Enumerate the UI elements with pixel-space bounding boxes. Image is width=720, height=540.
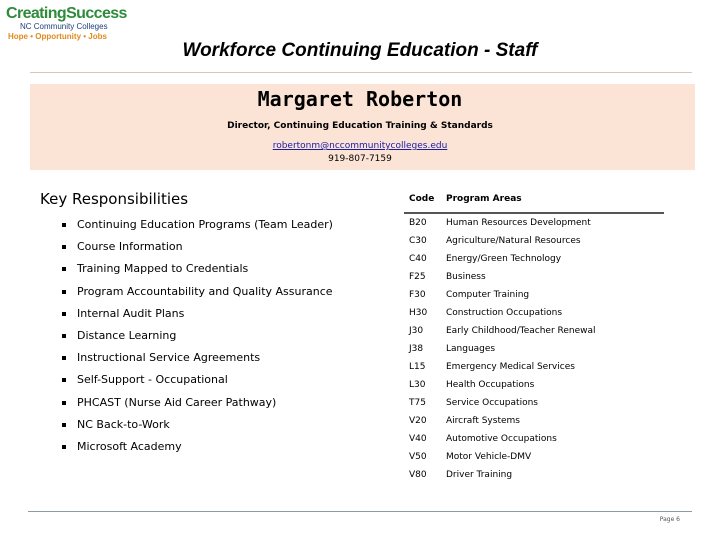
program-area: Motor Vehicle-DMV [446,452,532,462]
program-area: Automotive Occupations [446,434,557,444]
table-body [404,214,664,484]
program-code: V20 [409,416,427,426]
program-area: Early Childhood/Teacher Renewal [446,326,596,336]
table-row [404,322,664,340]
program-area: Business [446,272,486,282]
table-row [404,358,664,376]
table-row [404,286,664,304]
creating-success-logo [6,5,126,43]
list-item: Microsoft Academy [62,436,362,458]
table-row [404,430,664,448]
program-code: L30 [409,380,426,390]
page-number: Page 6 [659,516,680,523]
program-code: C30 [409,236,427,246]
logo-subtitle: NC Community Colleges [20,22,108,31]
table-row [404,214,664,232]
table-row [404,448,664,466]
program-code: C40 [409,254,427,264]
program-code: J30 [409,326,424,336]
program-code: F30 [409,290,426,300]
program-code: J38 [409,344,424,354]
header-code: Code [409,194,435,204]
list-item: Program Accountability and Quality Assurance [62,281,362,303]
table-row [404,412,664,430]
table-row [404,232,664,250]
list-item: Course Information [62,236,362,258]
table-row [404,304,664,322]
list-item: Self-Support - Occupational [62,369,362,391]
program-area: Construction Occupations [446,308,563,318]
program-area: Energy/Green Technology [446,254,562,264]
program-code: L15 [409,362,426,372]
list-item: Training Mapped to Credentials [62,258,362,280]
list-item: NC Back-to-Work [62,414,362,436]
table-row [404,376,664,394]
program-area: Aircraft Systems [446,416,520,426]
list-item: Internal Audit Plans [62,303,362,325]
table-header-row [404,186,664,214]
list-item: Instructional Service Agreements [62,347,362,369]
footer-divider [28,511,692,512]
program-area: Health Occupations [446,380,535,390]
list-item: Continuing Education Programs (Team Leader) [62,214,362,236]
header-program-areas: Program Areas [446,194,522,204]
table-row [404,268,664,286]
responsibilities-list [62,214,362,458]
staff-phone: 919-807-7159 [328,154,392,164]
program-area: Driver Training [446,470,513,480]
program-area: Languages [446,344,496,354]
program-code: V80 [409,470,427,480]
program-areas-table [404,186,664,484]
program-area: Emergency Medical Services [446,362,575,372]
program-code: B20 [409,218,427,228]
logo-wordmark: CreatingSuccess [6,5,127,22]
table-row [404,250,664,268]
key-responsibilities-heading: Key Responsibilities [40,190,189,208]
program-code: T75 [409,398,426,408]
list-item: Distance Learning [62,325,362,347]
staff-email-link[interactable]: robertonm@nccommunitycolleges.edu [272,141,448,151]
table-row [404,466,664,484]
program-area: Agriculture/Natural Resources [446,236,581,246]
program-code: H30 [409,308,428,318]
page-title: Workforce Continuing Education - Staff [182,40,538,61]
program-area: Computer Training [446,290,530,300]
list-item: PHCAST (Nurse Aid Career Pathway) [62,392,362,414]
table-row [404,394,664,412]
logo-tagline: Hope • Opportunity • Jobs [8,32,107,41]
title-divider [30,72,692,73]
staff-role: Director, Continuing Education Training & Standards [227,121,493,131]
program-code: F25 [409,272,426,282]
program-area: Service Occupations [446,398,538,408]
program-code: V50 [409,452,427,462]
program-code: V40 [409,434,427,444]
table-row [404,340,664,358]
staff-name: Margaret Roberton [257,87,463,111]
program-area: Human Resources Development [446,218,591,228]
